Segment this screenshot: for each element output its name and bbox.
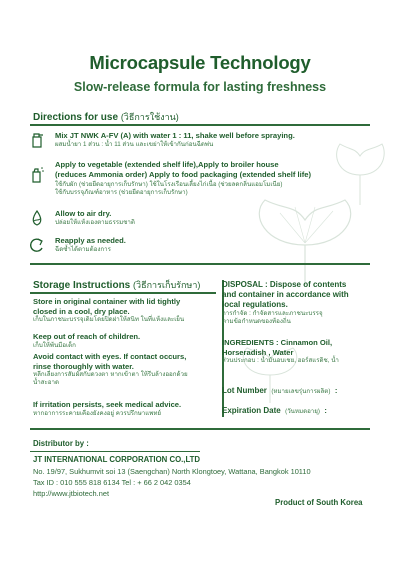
directions-heading xyxy=(33,110,179,124)
expiration-date-field xyxy=(222,400,327,418)
storage-heading-th: (วิธีการเก็บรักษา) xyxy=(133,280,201,290)
lot-number-colon: : xyxy=(334,386,338,395)
spray-bottle-icon xyxy=(30,131,44,149)
section-divider xyxy=(30,428,370,430)
expiration-date-colon: : xyxy=(324,406,327,415)
storage-heading xyxy=(33,278,200,292)
storage-item xyxy=(33,297,184,324)
lot-number-field xyxy=(222,380,337,398)
page-title: Microcapsule Technology xyxy=(89,52,311,73)
storage-item xyxy=(33,332,140,350)
storage-text-en: rinse thoroughly with water. xyxy=(33,361,134,371)
section-divider xyxy=(30,263,370,265)
direction-text-th: ฉีดซ้ำได้ตามต้องการ xyxy=(55,246,111,253)
storage-text-th: เก็บให้พ้นมือเด็ก xyxy=(33,341,76,349)
direction-text-th: ผสมน้ำยา 1 ส่วน : น้ำ 11 ส่วน และเขย่าให้เข้ากันก่อนฉีดพ่น xyxy=(55,141,214,148)
direction-text-th: ใช้กับบรรจุภัณฑ์อาหาร (ช่วยยืดอายุการเก็บรักษา) xyxy=(55,189,188,196)
storage-text-en: closed in a cool, dry place. xyxy=(33,306,130,316)
storage-item xyxy=(33,400,181,418)
directions-heading-th: (วิธีการใช้งาน) xyxy=(120,112,179,122)
lot-number-label-th: (หมายเลขรุ่นการผลิต) xyxy=(271,388,331,395)
disposal-text-th: การกำจัด : กำจัดสารและภาชนะบรรจุ xyxy=(222,310,323,317)
storage-text-th: หากอาการระคายเคืองยังคงอยู่ ควรปรึกษาแพทย์ xyxy=(33,409,162,417)
disposal-text-en: and container in accordance with xyxy=(222,290,349,299)
direction-text-th: ใช้กับผัก (ช่วยยืดอายุการเก็บรักษา) ใช้ในโรงเรือนเลี้ยงไก่เนื้อ (ช่วยลดกลิ่นแอมโมเนีย) xyxy=(55,181,283,188)
ingredients-block xyxy=(222,338,339,365)
storage-text-th: หลีกเลี่ยงการสัมผัสกับดวงตา หากเข้าตา ให้รีบล้างออกด้วย xyxy=(33,371,188,378)
distributor-address: No. 19/97, Sukhumvit soi 13 (Saengchan) North Klongtoey, Wattana, Bangkok 10110 xyxy=(33,467,311,476)
storage-text-th: น้ำสะอาด xyxy=(33,379,60,386)
direction-text-en: Reapply as needed. xyxy=(55,236,126,245)
expiration-date-label: Expiration Date xyxy=(222,406,281,415)
ginkgo-leaf-decoration xyxy=(330,140,390,210)
section-divider xyxy=(30,292,216,294)
spray-icon xyxy=(30,166,44,184)
reapply-icon xyxy=(30,236,44,254)
product-origin: Product of South Korea xyxy=(275,498,363,507)
expiration-date-label-th: (วันหมดอายุ) xyxy=(285,408,320,415)
storage-text-en: Store in original container with lid tightly xyxy=(33,297,181,306)
ingredients-text-th: ส่วนประกอบ : น้ำมันอบเชย, ฮอร์สแรดิช, น้ำ xyxy=(222,357,339,364)
direction-text-en: (reduces Ammonia order) Apply to food packaging (extended shelf life) xyxy=(55,170,311,179)
lot-number-label: Lot Number xyxy=(222,386,267,395)
direction-text-th: ปล่อยให้แห้งเองตามธรรมชาติ xyxy=(55,219,135,226)
distributor-website: http://www.jtbiotech.net xyxy=(33,489,109,498)
direction-text-en: Apply to vegetable (extended shelf life),Apply to broiler house xyxy=(55,160,279,169)
storage-item xyxy=(33,352,188,387)
storage-heading-en: Storage Instructions xyxy=(33,280,131,291)
section-divider xyxy=(30,124,370,126)
distributor-label: Distributor by : xyxy=(33,439,89,448)
storage-text-en: Keep out of reach of children. xyxy=(33,332,141,341)
direction-text-en: Allow to air dry. xyxy=(55,209,112,218)
disposal-text-en: local regulations. xyxy=(222,300,288,309)
storage-text-en: If irritation persists, seek medical advice. xyxy=(33,400,182,409)
page-subtitle: Slow-release formula for lasting freshness xyxy=(73,80,327,94)
direction-text-en: Mix JT NWK A-FV (A) with water 1 : 11, shake well before spraying. xyxy=(55,131,295,140)
ingredients-text-en: Horseradish , Water xyxy=(222,347,294,357)
section-divider xyxy=(30,451,200,452)
disposal-block xyxy=(222,280,349,326)
distributor-company: JT INTERNATIONAL CORPORATION CO.,LTD xyxy=(33,455,201,464)
ingredients-text-en: INGREDIENTS : Cinnamon Oil, xyxy=(222,338,333,347)
distributor-contact: Tax ID : 010 555 818 6134 Tel : + 66 2 042 0354 xyxy=(33,478,191,487)
disposal-text-en: DISPOSAL : Dispose of contents xyxy=(222,280,347,289)
directions-heading-en: Directions for use xyxy=(33,112,119,123)
storage-text-en: Avoid contact with eyes. If contact occurs, xyxy=(33,352,187,361)
disposal-text-th: ตามข้อกำหนดของท้องถิ่น xyxy=(222,318,291,325)
storage-text-th: เก็บในภาชนะบรรจุเดิมโดยปิดฝาให้สนิท ในที่แห้งและเย็น xyxy=(33,316,185,323)
air-dry-icon xyxy=(30,209,44,227)
